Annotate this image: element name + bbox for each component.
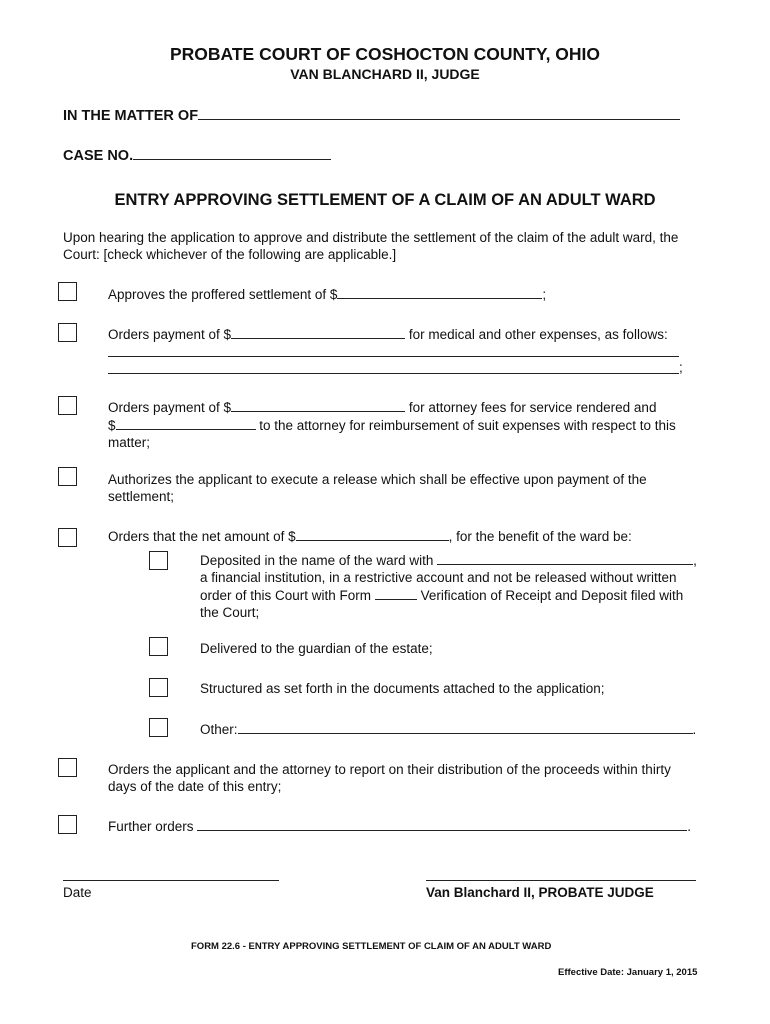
approves-checkbox[interactable] <box>58 282 77 301</box>
deposited-line-4: the Court; <box>200 605 260 620</box>
delivered-text: Delivered to the guardian of the estate; <box>200 641 433 656</box>
medical-detail-line-1[interactable] <box>108 356 679 357</box>
matter-field <box>63 106 680 124</box>
other-item <box>200 720 696 738</box>
attorney-fee-line[interactable] <box>231 398 405 412</box>
other-checkbox[interactable] <box>149 718 168 737</box>
medical-item <box>108 325 668 343</box>
report-item <box>108 761 728 795</box>
judge-signature-line[interactable] <box>426 880 696 881</box>
further-input-line[interactable] <box>197 817 687 831</box>
further-end: . <box>687 819 692 834</box>
judge-name: VAN BLANCHARD II, JUDGE <box>290 66 480 82</box>
net-amount-line[interactable] <box>296 527 449 541</box>
deposited-line-2: a financial institution, in a restrictive account and not be released without written <box>200 570 677 585</box>
attorney-line3: matter; <box>108 435 151 450</box>
further-label: Further orders <box>108 819 194 834</box>
approves-end: ; <box>542 287 547 302</box>
report-line-1: Orders the applicant and the attorney to report on their distribution of the proceeds within thirty <box>108 762 671 777</box>
intro-paragraph <box>63 229 723 263</box>
attorney-text: Orders payment of $ <box>108 400 232 415</box>
court-name: PROBATE COURT OF COSHOCTON COUNTY, OHIO <box>169 44 601 64</box>
further-checkbox[interactable] <box>58 815 77 834</box>
release-line-2: settlement; <box>108 489 175 504</box>
attorney-expense-line[interactable] <box>116 416 256 430</box>
medical-after: for medical and other expenses, as follows: <box>405 327 668 342</box>
medical-detail-line-2[interactable] <box>108 373 679 374</box>
date-label: Date <box>63 885 92 900</box>
release-line-1: Authorizes the applicant to execute a release which shall be effective upon payment of the <box>108 472 647 487</box>
release-checkbox[interactable] <box>58 467 77 486</box>
matter-label: IN THE MATTER OF <box>63 108 199 124</box>
attorney-after: for attorney fees for service rendered and <box>405 400 657 415</box>
case-number-input-line[interactable] <box>133 146 331 160</box>
approves-item <box>108 285 546 303</box>
attorney-dollar: $ <box>108 418 116 433</box>
release-item <box>108 471 728 505</box>
net-checkbox[interactable] <box>58 528 77 547</box>
report-line-2: days of the date of this entry; <box>108 779 282 794</box>
deposited-line-3b: Verification of Receipt and Deposit filed with <box>416 588 684 603</box>
other-input-line[interactable] <box>238 720 693 734</box>
deposited-item <box>200 551 720 621</box>
form-footer: FORM 22.6 - ENTRY APPROVING SETTLEMENT OF CLAIM OF AN ADULT WARD <box>191 941 552 952</box>
net-after: , for the benefit of the ward be: <box>448 529 632 544</box>
intro-line-2: Court: [check whichever of the following are applicable.] <box>63 247 397 262</box>
deposited-line-1: Deposited in the name of the ward with <box>200 553 434 568</box>
attorney-item <box>108 398 728 451</box>
other-end: . <box>692 722 697 737</box>
approves-amount-line[interactable] <box>337 285 542 299</box>
medical-amount-line[interactable] <box>231 325 405 339</box>
effective-date: Effective Date: January 1, 2015 <box>558 967 698 978</box>
deposited-institution-line[interactable] <box>437 551 693 565</box>
report-checkbox[interactable] <box>58 758 77 777</box>
deposited-checkbox[interactable] <box>149 551 168 570</box>
further-item <box>108 817 691 835</box>
case-field <box>63 146 331 164</box>
net-text: Orders that the net amount of $ <box>108 529 296 544</box>
medical-checkbox[interactable] <box>58 323 77 342</box>
intro-line-1: Upon hearing the application to approve and distribute the settlement of the claim of the adult ward, the <box>63 230 679 245</box>
net-item <box>108 527 632 545</box>
other-label: Other: <box>200 722 238 737</box>
deposited-line-3a: order of this Court with Form <box>200 588 372 603</box>
structured-text: Structured as set forth in the documents attached to the application; <box>200 681 605 696</box>
deposited-form-number-line[interactable] <box>375 586 417 600</box>
document-title: ENTRY APPROVING SETTLEMENT OF A CLAIM OF AN ADULT WARD <box>114 191 656 209</box>
medical-text: Orders payment of $ <box>108 327 232 342</box>
deposited-line-1-end: , <box>693 553 697 568</box>
date-signature-line[interactable] <box>63 880 279 881</box>
case-label: CASE NO. <box>63 148 134 164</box>
medical-end: ; <box>679 360 683 375</box>
delivered-checkbox[interactable] <box>149 637 168 656</box>
attorney-checkbox[interactable] <box>58 396 77 415</box>
matter-input-line[interactable] <box>198 106 680 120</box>
attorney-line2-after: to the attorney for reimbursement of suit expenses with respect to this <box>255 418 676 433</box>
judge-signature-label: Van Blanchard II, PROBATE JUDGE <box>426 885 654 900</box>
approves-text: Approves the proffered settlement of $ <box>108 287 338 302</box>
structured-checkbox[interactable] <box>149 678 168 697</box>
